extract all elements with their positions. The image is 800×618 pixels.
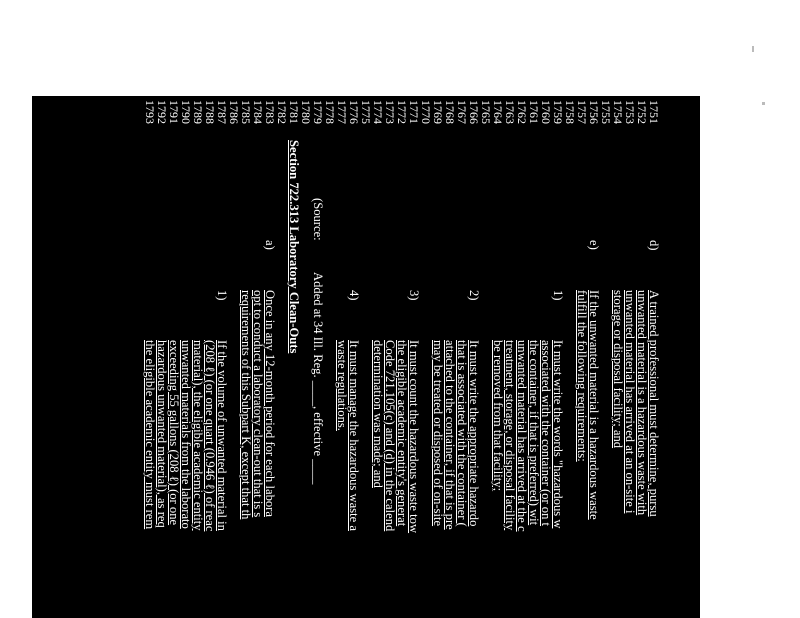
line-number: 1773 — [383, 100, 397, 124]
line-1784: opt to conduct a laboratory clean-out that is s — [251, 290, 265, 518]
line-1793: the eligible academic entity must rem — [143, 340, 157, 530]
line-1776: It must manage the hazardous waste a — [347, 340, 361, 531]
line-number: 1754 — [611, 100, 625, 124]
list-marker-e1: 1) — [551, 290, 565, 301]
line-number: 1777 — [335, 100, 349, 124]
list-marker-e4: 4) — [347, 290, 361, 301]
line-1759: It must write the words "hazardous w — [551, 340, 565, 529]
line-1757: fulfill the following requirements: — [575, 290, 589, 462]
line-number: 1761 — [527, 100, 541, 124]
line-1772: the eligible academic entity's generat — [395, 340, 409, 527]
line-number: 1781 — [287, 100, 301, 124]
line-number: 1756 — [587, 100, 601, 124]
rotated-document — [32, 96, 700, 618]
line-number: 1753 — [623, 100, 637, 124]
line-number: 1757 — [575, 100, 589, 124]
line-1790: unwanted materials from the laborato — [179, 340, 193, 529]
list-marker-d: d) — [647, 240, 661, 251]
scan-speck — [752, 46, 754, 52]
line-1763: treatment, storage, or disposal facility — [503, 340, 517, 531]
line-number: 1778 — [323, 100, 337, 124]
line-number: 1784 — [251, 100, 265, 124]
line-number: 1766 — [467, 100, 481, 124]
line-1766: It must write the appropriate hazardo — [467, 340, 481, 527]
line-1771: It must count the hazardous waste tow — [407, 340, 421, 534]
line-1760: associated with the container (or on t — [539, 340, 553, 527]
line-number: 1760 — [539, 100, 553, 124]
line-number: 1770 — [419, 100, 433, 124]
list-marker-e2: 2) — [467, 290, 481, 301]
line-number: 1764 — [491, 100, 505, 124]
line-number: 1780 — [299, 100, 313, 124]
line-1777: waste regulations. — [335, 340, 349, 431]
line-number: 1786 — [227, 100, 241, 124]
line-1756: If the unwanted material is a hazardous waste — [587, 290, 601, 520]
line-1753: unwanted material has arrived at an on-site i — [623, 290, 637, 514]
list-marker-e3: 3) — [407, 290, 421, 301]
line-1754: storage or disposal facility; and — [611, 290, 625, 449]
line-number: 1775 — [359, 100, 373, 124]
line-1789: material), the eligible academic entity — [191, 340, 205, 531]
source-note-text: Added at 34 Ill. Reg. ____, effective ____ — [311, 272, 325, 485]
scanned-page — [32, 96, 700, 618]
line-number: 1790 — [179, 100, 193, 124]
line-number: 1793 — [143, 100, 157, 124]
line-number: 1776 — [347, 100, 361, 124]
line-number: 1792 — [155, 100, 169, 124]
line-number: 1791 — [167, 100, 181, 124]
line-1773: Code 721.105(c) and (d) in the calend — [383, 340, 397, 532]
line-number: 1774 — [371, 100, 385, 124]
line-1752: unwanted material is a hazardous waste with — [635, 290, 649, 516]
line-number: 1763 — [503, 100, 517, 124]
line-1791: exceeding 55 gallons (208 ℓ) (or one — [167, 340, 181, 526]
line-number: 1759 — [551, 100, 565, 124]
line-number: 1771 — [407, 100, 421, 124]
line-number: 1785 — [239, 100, 253, 124]
line-1785: requirements of this Subpart K, except that th — [239, 290, 253, 520]
line-number: 1769 — [431, 100, 445, 124]
list-marker-e: e) — [587, 240, 601, 250]
line-number: 1772 — [395, 100, 409, 124]
line-number: 1789 — [191, 100, 205, 124]
line-number: 1782 — [275, 100, 289, 124]
source-note-label: (Source: — [311, 198, 325, 241]
line-number: 1779 — [311, 100, 325, 124]
line-1761: the container, if that is preferred) wit — [527, 340, 541, 526]
line-number: 1765 — [479, 100, 493, 124]
line-number: 1788 — [203, 100, 217, 124]
line-1792: hazardous unwanted material), as req — [155, 340, 169, 528]
line-number: 1752 — [635, 100, 649, 124]
line-number: 1762 — [515, 100, 529, 124]
scan-speck — [762, 102, 765, 105]
line-number: 1755 — [599, 100, 613, 124]
line-number: 1758 — [563, 100, 577, 124]
line-1762: unwanted material has arrived at the c — [515, 340, 529, 532]
line-number: 1767 — [455, 100, 469, 124]
line-1769: may be treated or disposed of on-site — [431, 340, 445, 527]
line-1787: If the volume of unwanted material in — [215, 340, 229, 531]
line-number: 1751 — [647, 100, 661, 124]
line-1788: (208 ℓ) (or one quart (0.946 ℓ) of reac — [203, 340, 217, 532]
line-number: 1783 — [263, 100, 277, 124]
line-1783: Once in any 12-month period for each labora — [263, 290, 277, 517]
line-1764: be removed from that facility; — [491, 340, 505, 492]
line-1767: that is associated with the container ( — [455, 340, 469, 527]
line-number-gutter — [32, 96, 700, 136]
list-marker-a1: 1) — [215, 290, 229, 301]
line-1774: determination was made; and — [371, 340, 385, 488]
line-number: 1768 — [443, 100, 457, 124]
list-marker-a: a) — [263, 240, 277, 250]
section-heading: Section 722.313 Laboratory Clean-Outs — [287, 140, 301, 354]
line-1751: A trained professional must determine, pursu — [647, 290, 661, 517]
line-1768: attached to the container, if that is pre — [443, 340, 457, 530]
line-number: 1787 — [215, 100, 229, 124]
